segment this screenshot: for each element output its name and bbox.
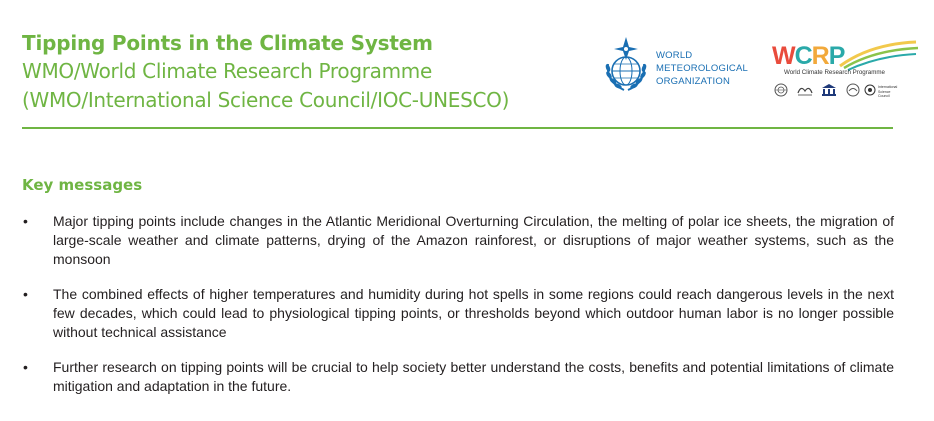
key-messages-list: [22, 212, 894, 412]
key-message-text: The combined effects of higher temperatures and humidity during hot spells in some regions could reach dangerous levels in the next few decades, which could lead to physiological tipping points, or thresholds beyond which outdoor human labor is no longer possible without technical assistance: [53, 286, 894, 340]
page-subtitle-line-2: (WMO/International Science Council/IOC-UNESCO): [22, 88, 510, 112]
isc-icon: [864, 84, 876, 96]
bullet-icon: •: [23, 286, 28, 302]
title-block: [22, 29, 592, 115]
bullet-icon: •: [23, 359, 28, 375]
unesco-icon: [820, 83, 838, 97]
wmo-name-line-3: ORGANIZATION: [656, 76, 731, 87]
wcrp-letter-p: P: [828, 42, 845, 70]
wmo-emblem-icon: [600, 34, 652, 98]
wmo-logo: [600, 34, 770, 98]
list-item: [22, 358, 894, 396]
bullet-icon: •: [23, 213, 28, 229]
wcrp-letter-w: W: [772, 42, 795, 70]
wmo-name-line-2: METEOROLOGICAL: [656, 63, 749, 74]
wcrp-logo: [770, 38, 920, 104]
list-item: [22, 212, 894, 269]
key-message-text: Further research on tipping points will be crucial to help society better understand the costs, benefits and potential limitations of climate mitigation and adaptation in the future.: [53, 359, 894, 394]
key-messages-heading: Key messages: [22, 176, 143, 194]
wcrp-letter-c: C: [794, 42, 812, 70]
key-message-text: Major tipping points include changes in the Atlantic Meridional Overturning Circulation, the melting of polar ice sheets, the migration of large-scale weather and climate patterns, drying of the Amazon rainforest, or disruptions of major weather systems, such as the monsoon: [53, 213, 894, 267]
wcrp-tagline: World Climate Research Programme: [784, 69, 885, 76]
header-divider: [22, 127, 893, 129]
ioc-icon: [796, 83, 814, 97]
wcrp-wordmark: [772, 42, 844, 70]
isc-label: International Science Council: [878, 85, 898, 98]
page-title: Tipping Points in the Climate System: [22, 31, 433, 55]
un-emblem-icon: [774, 83, 788, 97]
list-item: [22, 285, 894, 342]
wcrp-letter-r: R: [811, 42, 829, 70]
page-subtitle-line-1: WMO/World Climate Research Programme: [22, 59, 432, 83]
wmo-name: [656, 49, 748, 88]
ioc-unesco-icon: [846, 83, 860, 97]
wmo-name-line-1: WORLD: [656, 50, 693, 61]
partner-logos: [774, 82, 914, 98]
